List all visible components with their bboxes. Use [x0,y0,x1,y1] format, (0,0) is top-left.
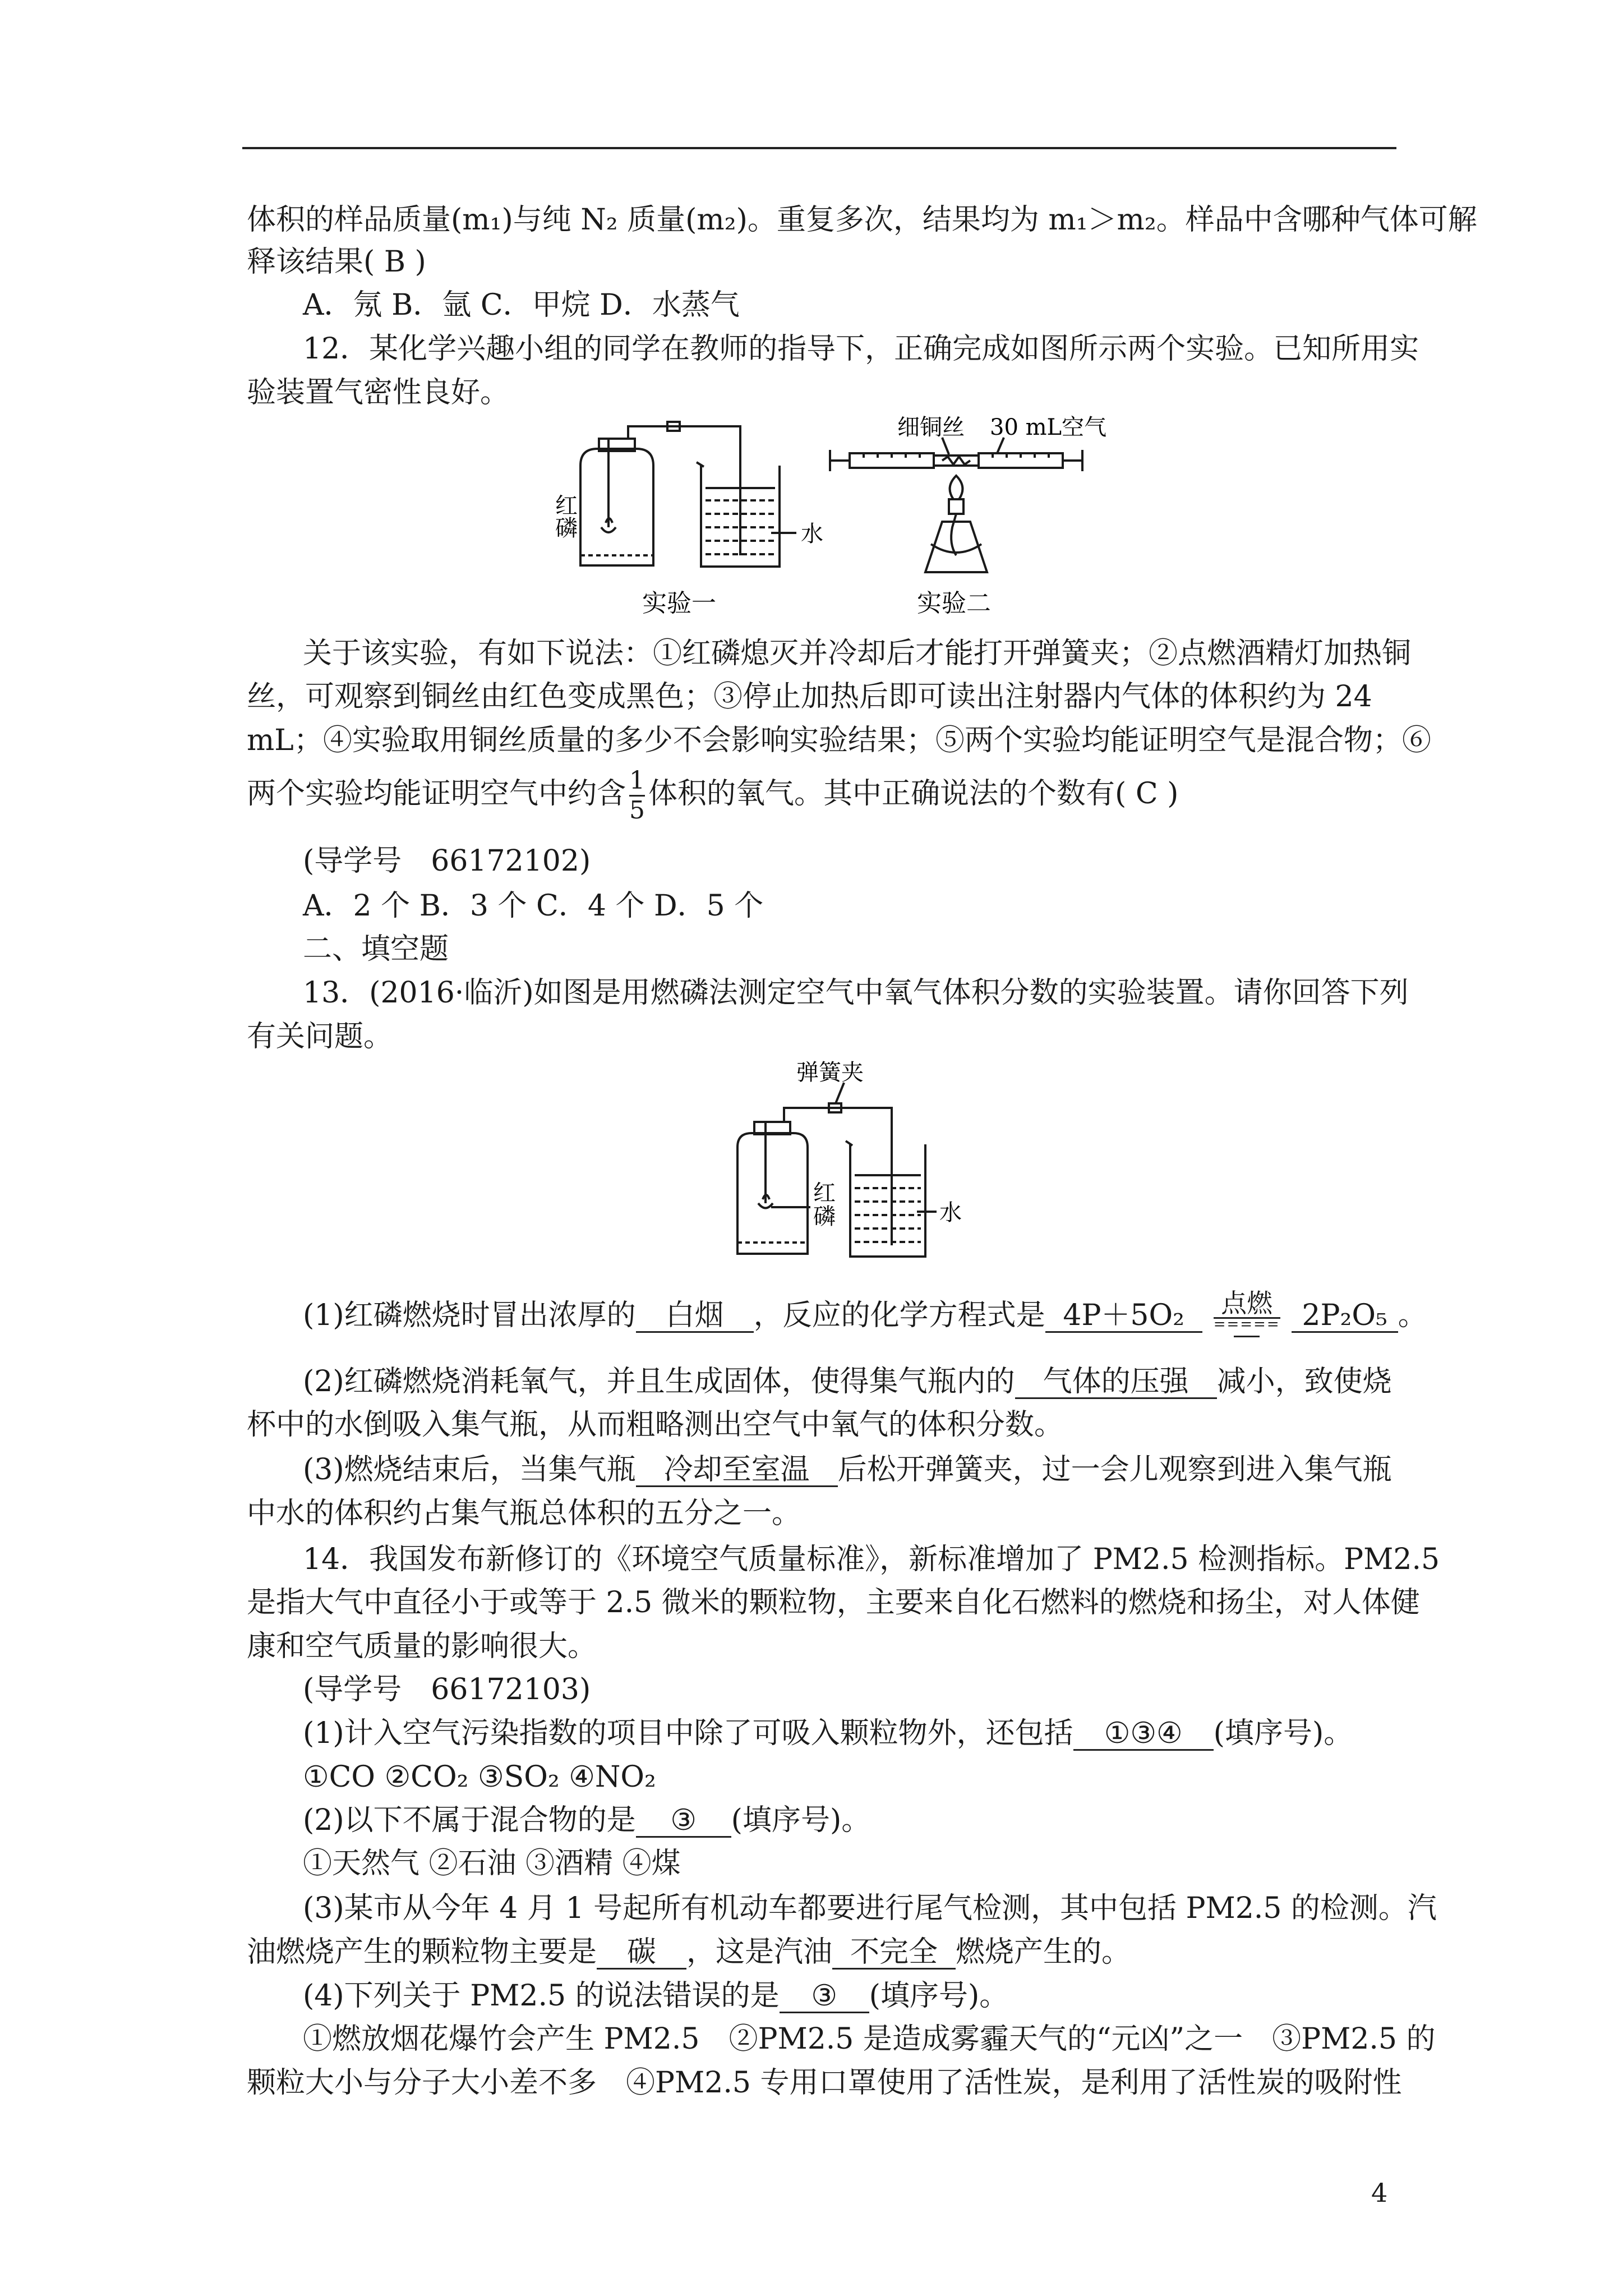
q14-guide-number: (导学号 66172103) [303,1673,591,1706]
q12-para4-before: 两个实验均能证明空气中约含 [247,777,626,811]
q14-text-line3: 康和空气质量的影响很大。 [247,1630,597,1663]
q12-guide-number: (导学号 66172102) [303,844,591,878]
exp2-label-air: 30 mL空气 [990,415,1107,440]
q14-answer-sub2: ③ [636,1805,731,1838]
condition-ignite: 点燃 [1214,1289,1280,1319]
q14-sub2-text-b: (填序号)。 [731,1803,871,1837]
q13-part1-text-a: (1)红磷燃烧时冒出浓厚的 [303,1299,636,1332]
q11-text-line1: 体积的样品质量(m₁)与纯 N₂ 质量(m₂)。重复多次，结果均为 m₁＞m₂。样品中含哪种气体可解 [247,203,1477,237]
lamp-flame-icon [950,476,963,499]
q14-sub1-text-b: (填序号)。 [1213,1717,1353,1750]
q13-part1-end: 。 [1398,1299,1427,1332]
q14-answer-carbon: 碳 [597,1936,686,1970]
q13-answer-equation-right: 2P₂O₅ [1292,1300,1398,1333]
q13-part2-text-a: (2)红磷燃烧消耗氧气，并且生成固体，使得集气瓶内的 [303,1365,1015,1398]
section-title: 二、填空题 [303,932,449,966]
q14-answer-sub4: ③ [780,1980,869,2013]
q13-label-red-2: 磷 [813,1204,836,1230]
q12-para-line2: 丝，可观察到铜丝由红色变成黑色；③停止加热后即可读出注射器内气体的体积约为 24 [247,680,1372,714]
q14-sub3-line2 [247,1935,1131,1970]
q13-figure [718,1060,981,1273]
q13-label-water: 水 [939,1200,962,1226]
q14-answer-incomplete: 不完全 [832,1936,956,1970]
condition-equals: ===== [1213,1315,1280,1333]
exp2-caption: 实验二 [917,589,991,618]
reaction-condition [1214,1289,1280,1337]
q12-para-line4 [247,760,1178,827]
q13-answer-white-smoke: 白烟 [636,1300,754,1333]
q14-sub1-options: ①CO ②CO₂ ③SO₂ ④NO₂ [303,1760,656,1794]
q14-sub1-text-a: (1)计入空气污染指数的项目中除了可吸入颗粒物外，还包括 [303,1717,1073,1750]
q12-text-line2: 验装置气密性良好。 [247,376,510,409]
fraction-denominator: 5 [629,796,645,825]
exp2-label-copper: 细铜丝 [897,415,965,440]
q13-answer-equation-left: 4P＋5O₂ [1045,1300,1202,1333]
q14-sub4-options-line2: 颗粒大小与分子大小差不多 ④PM2.5 专用口罩使用了活性炭，是利用了活性炭的吸附性 [247,2066,1402,2100]
q11-options: A．氖 B．氩 C．甲烷 D．水蒸气 [303,288,740,322]
q14-sub2-text-a: (2)以下不属于混合物的是 [303,1803,636,1837]
one-fifth-fraction [629,767,645,825]
q14-answer-sub1: ①③④ [1073,1718,1214,1751]
q14-sub3-text-a: 油燃烧产生的颗粒物主要是 [247,1935,597,1969]
q12-options: A．2 个 B．3 个 C．4 个 D．5 个 [303,889,764,923]
q13-label-red-1: 红 [813,1180,836,1206]
q13-part2-text-b: 减小，致使烧 [1216,1365,1392,1398]
q13-part3-text-a: (3)燃烧结束后，当集气瓶 [303,1453,636,1487]
exp1-label-red-2: 磷 [555,516,578,541]
exp1-apparatus [580,422,796,567]
q13-part3-text-b: 后松开弹簧夹，过一会儿观察到进入集气瓶 [837,1453,1392,1487]
q13-part1-text-b: ，反应的化学方程式是 [753,1299,1045,1332]
exp1-caption: 实验一 [642,589,716,618]
page-number: 4 [1371,2178,1388,2208]
exp2-apparatus [830,438,1082,572]
q13-part3-line1 [303,1453,1392,1487]
q14-sub4-text-b: (填序号)。 [869,1979,1009,2013]
q14-sub4-text-a: (4)下列关于 PM2.5 的说法错误的是 [303,1979,780,2013]
fraction-numerator: 1 [629,767,645,797]
q12-para-line3: mL；④实验取用铜丝质量的多少不会影响实验结果；⑤两个实验均能证明空气是混合物；⑥ [247,724,1431,757]
q14-text-line1: 14．我国发布新修订的《环境空气质量标准》，新标准增加了 PM2.5 检测指标。PM2.5 [303,1543,1440,1576]
q13-part2-line2: 杯中的水倒吸入集气瓶，从而粗略测出空气中氧气的体积分数。 [247,1408,1064,1442]
q14-sub3-text-c: 燃烧产生的。 [956,1935,1131,1969]
q13-text-line1: 13．(2016·临沂)如图是用燃磷法测定空气中氧气体积分数的实验装置。请你回答下列 [303,976,1409,1010]
header-rule [242,147,1396,149]
q13-part1 [303,1285,1427,1346]
q14-sub4 [303,1979,1008,2013]
condition-bar [1234,1336,1260,1337]
q14-sub2 [303,1803,870,1838]
q14-sub4-options-line1: ①燃放烟花爆竹会产生 PM2.5 ②PM2.5 是造成雾霾天气的“元凶”之一 ③PM2.5 的 [303,2022,1436,2056]
q12-figure [550,415,1110,628]
q14-sub1 [303,1717,1353,1751]
q11-text-line2: 释该结果( B ) [247,245,426,279]
q14-sub3-line1: (3)某市从今年 4 月 1 号起所有机动车都要进行尾气检测，其中包括 PM2.5 的检测。汽 [303,1892,1437,1925]
q14-sub3-text-b: ，这是汽油 [686,1935,833,1969]
q14-text-line2: 是指大气中直径小于或等于 2.5 微米的颗粒物，主要来自化石燃料的燃烧和扬尘，对人体健 [247,1586,1420,1619]
q12-para4-after: 体积的氧气。其中正确说法的个数有( C ) [648,777,1179,811]
q12-para-line1: 关于该实验，有如下说法：①红磷熄灭并冷却后才能打开弹簧夹；②点燃酒精灯加热铜 [303,637,1412,670]
exp1-label-water: 水 [801,521,823,547]
q13-part2-line1 [303,1365,1392,1399]
q12-text-line1: 12．某化学兴趣小组的同学在教师的指导下，正确完成如图所示两个实验。已知所用实 [303,332,1419,366]
q13-answer-gas-pressure: 气体的压强 [1015,1366,1217,1399]
exp1-label-red-1: 红 [555,493,578,519]
q13-text-line2: 有关问题。 [247,1020,393,1053]
q13-label-clamp: 弹簧夹 [796,1060,864,1085]
q13-part3-line2: 中水的体积约占集气瓶总体积的五分之一。 [247,1497,801,1530]
q14-sub2-options: ①天然气 ②石油 ③酒精 ④煤 [303,1847,681,1880]
q13-answer-cool-down: 冷却至室温 [636,1454,838,1487]
